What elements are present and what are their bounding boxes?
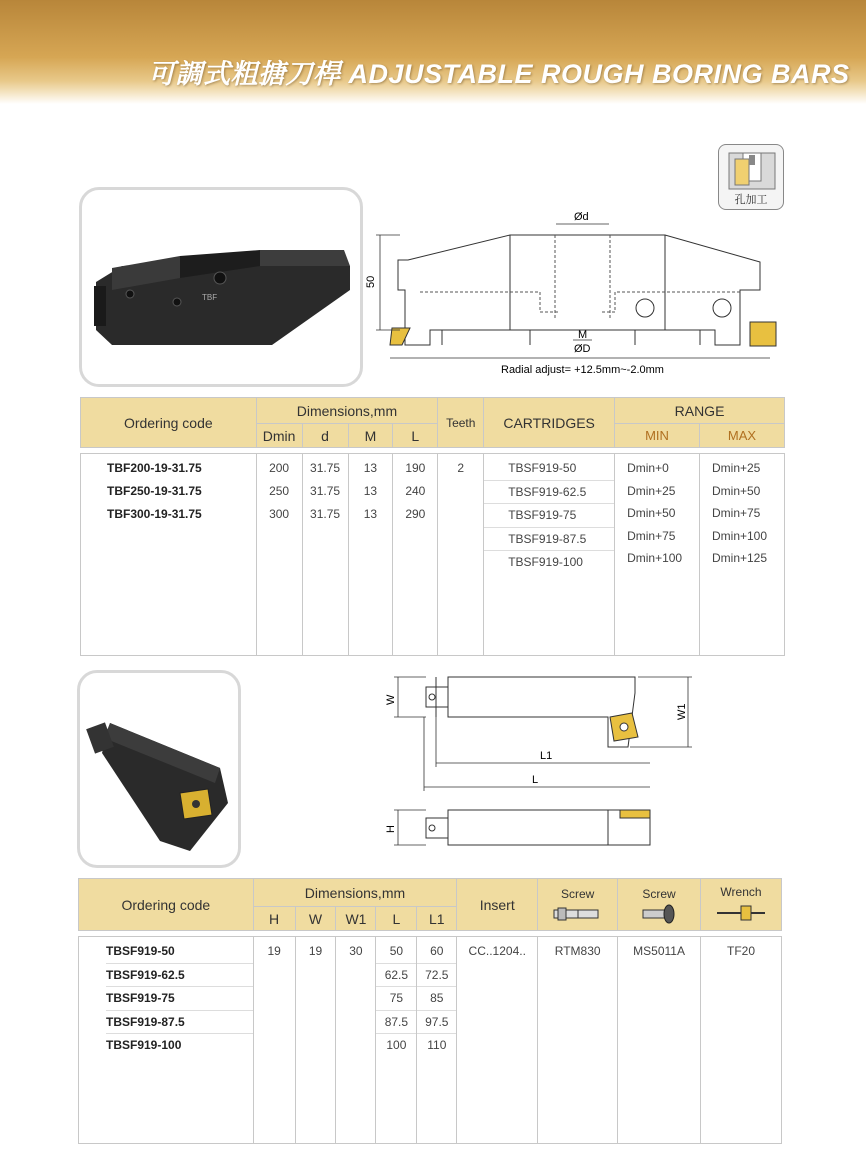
col-max: MAX (699, 424, 784, 448)
col-screw-1 (538, 879, 618, 931)
col-dimensions: Dimensions,mm (253, 879, 457, 907)
od-label: Ød (574, 211, 589, 223)
m-value: 13 (363, 484, 378, 498)
col-l1: L1 (417, 907, 457, 931)
col-teeth: Teeth (438, 398, 484, 448)
boring-bar-photo (79, 187, 363, 387)
screw-2-cell (618, 937, 701, 1144)
col-cartridges: CARTRIDGES (484, 398, 615, 448)
l1-value: 72.5 (417, 964, 456, 988)
wrench-value: TF20 (726, 944, 755, 958)
d-value: 31.75 (310, 507, 341, 521)
col-range: RANGE (615, 398, 785, 424)
wrench-cell (701, 937, 782, 1144)
w1-value: 30 (349, 944, 363, 958)
boring-bar-drawing (360, 200, 790, 390)
d-cell (302, 454, 348, 656)
wrench-label: Wrench (720, 885, 762, 899)
cartridge-image (80, 673, 238, 865)
table-row: TBF200-19-31.75 (107, 461, 202, 475)
m-value: 13 (363, 461, 378, 475)
svg-text:TBF: TBF (202, 293, 218, 302)
boring-bars-table (80, 397, 785, 656)
max-cell (699, 454, 784, 656)
col-m: M (348, 424, 393, 448)
col-insert: Insert (457, 879, 538, 931)
insert-cell (457, 937, 538, 1144)
min-value: Dmin+25 (627, 483, 676, 498)
l-value: 190 (405, 461, 426, 475)
l-value: 75 (376, 987, 416, 1011)
table-row: TBSF919-87.5 (106, 1011, 253, 1035)
codes-cell (79, 937, 254, 1144)
col-h: H (253, 907, 295, 931)
codes-cell (81, 454, 257, 656)
l-value: 100 (386, 1038, 407, 1052)
col-min: MIN (615, 424, 700, 448)
l-value: 87.5 (376, 1011, 416, 1035)
dmin-value: 250 (269, 484, 290, 498)
max-value: Dmin+125 (711, 551, 768, 565)
w1-label: W1 (676, 703, 688, 720)
col-w: W (295, 907, 336, 931)
m-value: 13 (363, 507, 378, 521)
badge-label: 孔加工 (734, 194, 768, 206)
d-value: 31.75 (310, 461, 341, 475)
min-value: Dmin+100 (627, 551, 683, 565)
screw-1-value: RTM830 (554, 944, 601, 958)
l-cell (376, 937, 417, 1144)
cartridge-item: TBSF919-75 (484, 504, 614, 528)
l1-value: 60 (417, 940, 456, 964)
l-label: L (532, 774, 539, 786)
m-label: M (578, 329, 588, 341)
max-value: Dmin+25 (711, 461, 761, 475)
max-value: Dmin+100 (711, 528, 768, 543)
cartridge-item: TBSF919-87.5 (484, 528, 614, 552)
l1-cell (417, 937, 457, 1144)
col-dimensions: Dimensions,mm (256, 398, 438, 424)
w-cell (295, 937, 336, 1144)
table-row: TBF300-19-31.75 (107, 507, 202, 521)
dmin-value: 300 (269, 507, 290, 521)
col-dmin: Dmin (256, 424, 302, 448)
cartridge-drawing (370, 665, 700, 865)
h-cell (253, 937, 295, 1144)
header-banner (0, 0, 866, 104)
insert-value: CC..1204.. (468, 944, 526, 958)
m-cell (348, 454, 393, 656)
w-label: W (385, 694, 397, 705)
col-ordering-code: Ordering code (81, 398, 257, 448)
table-row: TBSF919-62.5 (106, 964, 253, 988)
min-value: Dmin+0 (627, 461, 669, 475)
l-value: 240 (405, 484, 426, 498)
teeth-cell (438, 454, 484, 656)
table-row: TBF250-19-31.75 (107, 484, 202, 498)
wrench-icon (711, 903, 771, 923)
screw-1-label: Screw (560, 887, 595, 901)
teeth-value: 2 (457, 461, 465, 475)
l1-value: 85 (417, 987, 456, 1011)
l1-value: 97.5 (417, 1011, 456, 1035)
col-d: d (302, 424, 348, 448)
h-label: H (385, 825, 397, 833)
screw-2-label: Screw (642, 887, 676, 901)
l-value: 290 (405, 507, 426, 521)
h-value: 19 (267, 944, 281, 958)
max-value: Dmin+75 (711, 506, 761, 520)
height-50-label: 50 (365, 275, 377, 288)
cartridge-item: TBSF919-50 (484, 457, 614, 481)
cartridges-cell (484, 454, 615, 656)
cartridge-item: TBSF919-100 (508, 555, 583, 569)
screw-1-cell (538, 937, 618, 1144)
cartridge-photo (77, 670, 241, 868)
dmin-value: 200 (269, 461, 290, 475)
min-value: Dmin+75 (627, 528, 676, 543)
col-w1: W1 (336, 907, 376, 931)
l-cell (393, 454, 438, 656)
l-value: 62.5 (376, 964, 416, 988)
table-row: TBSF919-100 (106, 1038, 182, 1052)
col-l: L (393, 424, 438, 448)
min-value: Dmin+50 (627, 506, 676, 520)
l-value: 50 (376, 940, 416, 964)
max-value: Dmin+50 (711, 483, 761, 498)
table-row: TBSF919-50 (106, 940, 253, 964)
l1-label: L1 (540, 750, 553, 762)
page-title: 可調式粗搪刀桿 ADJUSTABLE ROUGH BORING BARS (148, 59, 850, 89)
boring-bar-image (82, 190, 360, 384)
cartridge-item: TBSF919-62.5 (484, 481, 614, 505)
screw-2-value: MS5011A (633, 944, 685, 958)
cartridges-table (78, 878, 782, 1144)
screw-icon (548, 905, 608, 923)
boring-icon (719, 145, 785, 195)
screw-head-icon (639, 904, 679, 924)
od-big-label: ØD (574, 343, 591, 355)
col-ordering-code: Ordering code (79, 879, 254, 931)
table-row: TBSF919-75 (106, 987, 253, 1011)
dmin-cell (256, 454, 302, 656)
col-screw-2 (618, 879, 701, 931)
col-wrench (701, 879, 782, 931)
col-l: L (376, 907, 417, 931)
w1-cell (336, 937, 376, 1144)
radial-adjust-label: Radial adjust= +12.5mm~-2.0mm (501, 364, 664, 376)
w-value: 19 (308, 944, 323, 958)
l1-value: 110 (427, 1038, 447, 1052)
min-cell (615, 454, 700, 656)
d-value: 31.75 (310, 484, 341, 498)
